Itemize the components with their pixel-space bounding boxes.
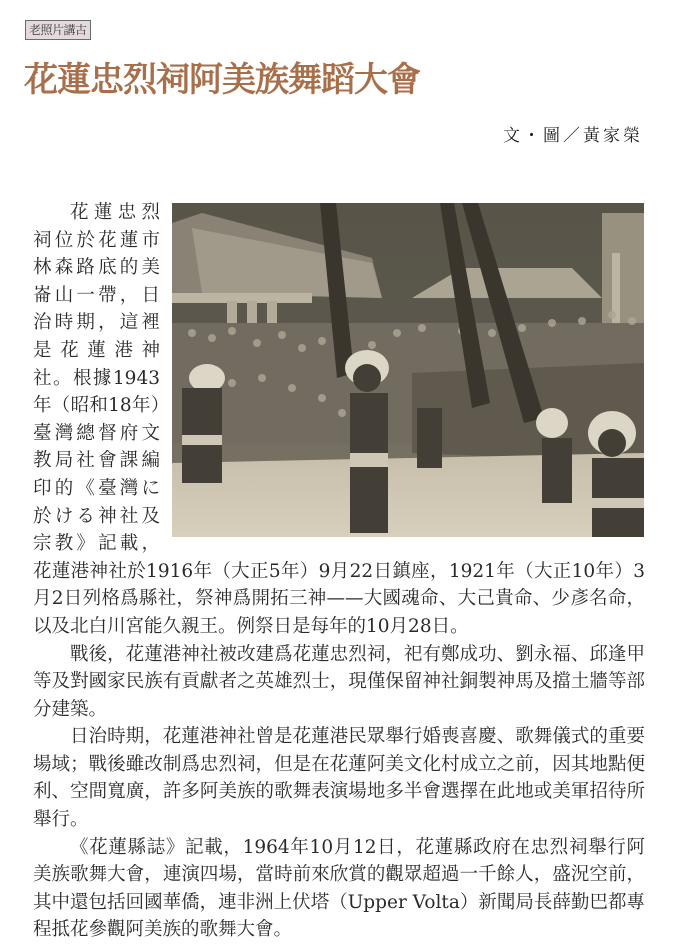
photo-illustration <box>172 203 644 537</box>
paragraph-2: 戰後，花蓮港神社被改建爲花蓮忠烈祠，祀有鄭成功、劉永福、邱逢甲等及對國家民族有貢獻者之英雄烈士，現僅保留神社銅製神馬及擋土牆等部分建築。 <box>33 643 645 720</box>
article-body <box>33 199 645 944</box>
paragraph-3: 日治時期，花蓮港神社曾是花蓮港民眾舉行婚喪喜慶、歌舞儀式的重要場域；戰後雖改制爲忠烈祠，但是在花蓮阿美文化村成立之前，因其地點便利、空間寬廣，許多阿美族的歌舞表演場地多半會選擇在此地或美軍招待所舉行。 <box>33 726 645 831</box>
paragraph-4: 《花蓮縣誌》記載，1964年10月12日，花蓮縣政府在忠烈祠舉行阿美族歌舞大會，連演四場，當時前來欣賞的觀眾超過一千餘人，盛況空前，其中還包括回國華僑，連非洲上伏塔（Upper Volta）新聞局長薛勤巴都專程抵花參觀阿美族的歌舞大會。 <box>33 836 645 941</box>
byline: 文・圖／黃家榮 <box>503 126 643 146</box>
dance-photo <box>172 203 644 537</box>
column-tag: 老照片講古 <box>25 20 91 40</box>
paragraph-1: 花蓮忠烈祠位於花蓮市林森路底的美崙山一帶，日治時期，這裡是花蓮港神社。根據1943年（昭和18年）臺灣總督府文教局社會課編印的《臺灣に於ける神社及宗教》記載，花蓮港神社於1916年（大正5年）9月22日鎮座，1921年（大正10年）3月2日列格爲縣社，祭神爲開拓三神——大國魂命、大己貴命、少彥名命，以及北白川宮能久親王。例祭日是每年的10月28日。 <box>33 202 645 637</box>
article-title: 花蓮忠烈祠阿美族舞蹈大會 <box>24 60 420 100</box>
